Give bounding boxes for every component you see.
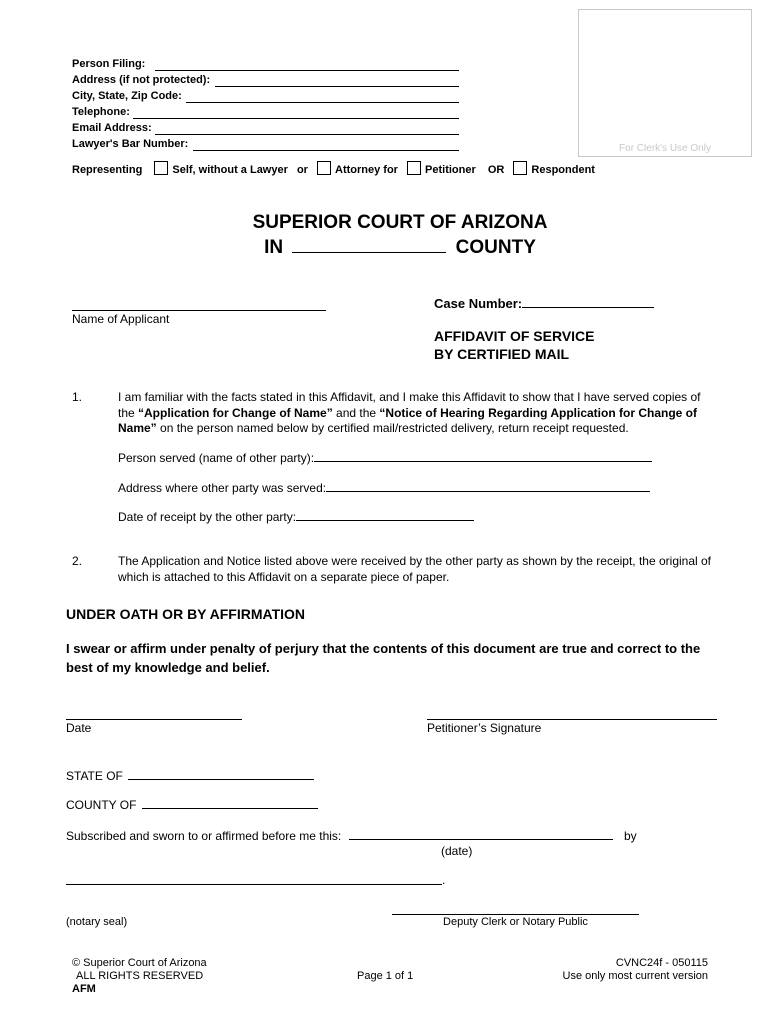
form-code: AFM	[72, 983, 96, 995]
person-served-row	[118, 451, 652, 465]
version-note: Use only most current version	[562, 970, 708, 982]
subscribed-row	[66, 829, 637, 843]
in-label: IN	[264, 237, 284, 258]
email-field[interactable]	[155, 134, 459, 135]
county-of-row	[66, 798, 318, 812]
case-number-field[interactable]	[522, 307, 654, 308]
city-state-zip-row	[72, 90, 182, 102]
page-number: Page 1 of 1	[357, 970, 414, 982]
petitioner-signature-field[interactable]	[427, 719, 717, 720]
item-1-text: I am familiar with the facts stated in this Affidavit, and I make this Affidavit to show that I have served copies of the “Application for Change of Name” and the “Notice of Hearing Regarding Application for Change of Name” on the person named below by certified mail/restricted delivery, return receipt requested.	[118, 390, 701, 435]
attorney-label: Attorney for	[335, 164, 398, 176]
form-id: CVNC24f - 050115	[615, 957, 708, 969]
city-state-zip-label: City, State, Zip Code:	[72, 90, 182, 102]
self-checkbox[interactable]	[154, 161, 168, 175]
county-of-label: COUNTY OF	[66, 798, 137, 812]
petitioner-checkbox[interactable]	[407, 161, 421, 175]
or-uppercase-label: OR	[487, 164, 505, 176]
county-label: COUNTY	[455, 237, 536, 258]
date-label: Date	[66, 721, 92, 735]
date-hint: (date)	[441, 844, 473, 858]
item-2-text: The Application and Notice listed above were received by the other party as shown by the receipt, the original of which is attached to this Affidavit on a separate piece of paper.	[118, 554, 712, 584]
address-label: Address (if not protected):	[72, 74, 211, 86]
county-of-field[interactable]	[142, 808, 318, 809]
city-state-zip-field[interactable]	[186, 102, 459, 103]
case-number-row	[434, 296, 654, 311]
person-filing-label: Person Filing:	[72, 58, 146, 70]
by-label: by	[623, 829, 637, 843]
representing-label: Representing	[72, 164, 143, 176]
petitioner-label: Petitioner	[425, 164, 476, 176]
date-signature-field[interactable]	[66, 719, 242, 720]
address-row	[72, 74, 210, 86]
email-row	[72, 122, 152, 134]
clerk-use-box	[578, 9, 752, 157]
person-served-label: Person served (name of other party):	[118, 451, 315, 465]
bar-number-row	[72, 138, 188, 150]
state-of-field[interactable]	[128, 779, 314, 780]
address-served-row	[118, 481, 650, 495]
person-filing-row	[72, 58, 145, 70]
item-1-number: 1.	[72, 390, 83, 404]
date-receipt-field[interactable]	[296, 520, 474, 521]
address-served-label: Address where other party was served:	[118, 481, 327, 495]
bar-number-label: Lawyer's Bar Number:	[72, 138, 189, 150]
item-2-number: 2.	[72, 554, 83, 568]
copyright: © Superior Court of Arizona	[72, 957, 207, 969]
email-label: Email Address:	[72, 122, 152, 134]
telephone-row	[72, 106, 130, 118]
doc-title-2: BY CERTIFIED MAIL	[434, 346, 570, 362]
person-filing-field[interactable]	[155, 70, 459, 71]
applicant-label: Name of Applicant	[72, 312, 170, 326]
person-served-field[interactable]	[314, 461, 652, 462]
case-number-label: Case Number:	[434, 296, 523, 311]
doc-title-1: AFFIDAVIT OF SERVICE	[434, 328, 595, 344]
address-field[interactable]	[215, 86, 459, 87]
oath-statement: I swear or affirm under penalty of perjury that the contents of this document are true and correct to the best of my knowledge and belief.	[66, 641, 701, 675]
deputy-label: Deputy Clerk or Notary Public	[443, 916, 588, 928]
subscribed-label: Subscribed and sworn to or affirmed before me this:	[66, 829, 342, 843]
or-label: or	[296, 164, 308, 176]
representing-row	[72, 161, 595, 176]
applicant-name-field[interactable]	[72, 310, 326, 311]
county-name-field[interactable]	[292, 252, 446, 253]
state-of-row	[66, 769, 314, 783]
state-of-label: STATE OF	[66, 769, 123, 783]
name-by-field[interactable]	[66, 884, 442, 885]
subscribed-date-field[interactable]	[349, 839, 613, 840]
attorney-checkbox[interactable]	[317, 161, 331, 175]
self-label: Self, without a Lawyer	[172, 164, 288, 176]
telephone-field[interactable]	[133, 118, 459, 119]
date-receipt-row	[118, 510, 474, 524]
deputy-signature-field[interactable]	[392, 914, 639, 915]
oath-heading: UNDER OATH OR BY AFFIRMATION	[66, 606, 306, 622]
petitioner-signature-label: Petitioner’s Signature	[427, 721, 542, 735]
rights-reserved: ALL RIGHTS RESERVED	[76, 970, 204, 982]
name-by-period: .	[442, 873, 446, 887]
county-line	[0, 237, 770, 259]
date-receipt-label: Date of receipt by the other party:	[118, 510, 297, 524]
clerk-use-label: For Clerk's Use Only	[619, 143, 711, 154]
court-title: SUPERIOR COURT OF ARIZONA	[252, 212, 548, 233]
telephone-label: Telephone:	[72, 106, 130, 118]
respondent-label: Respondent	[531, 164, 595, 176]
respondent-checkbox[interactable]	[513, 161, 527, 175]
bar-number-field[interactable]	[193, 150, 459, 151]
notary-seal-label: (notary seal)	[66, 916, 128, 928]
address-served-field[interactable]	[326, 491, 650, 492]
